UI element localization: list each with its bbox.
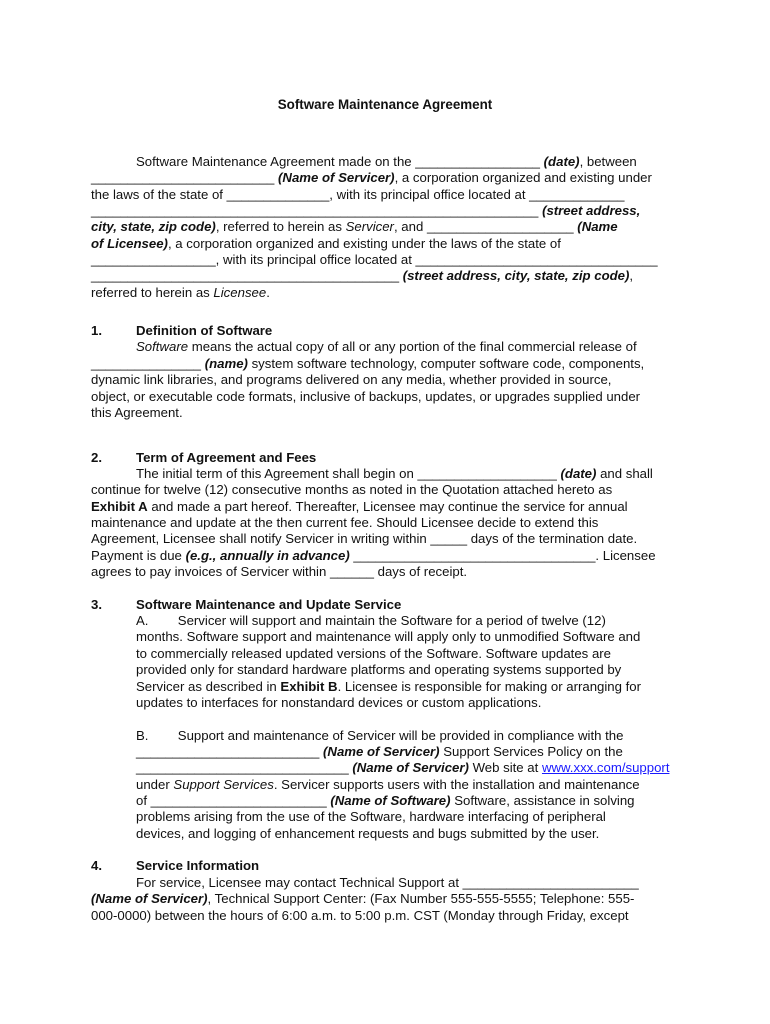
- servicer-term: Servicer: [345, 219, 394, 234]
- section-3b-line-6: problems arising from the use of the Software, hardware interfacing of peripheral: [136, 809, 606, 824]
- intro-text: , between: [579, 154, 637, 169]
- date-label: (date): [560, 466, 597, 481]
- section-2-line-5: Agreement, Licensee shall notify Servicer in writing within _____ days of the termination date.: [91, 531, 638, 546]
- section-3-heading: Software Maintenance and Update Service: [136, 597, 402, 612]
- section-text: _________________________: [136, 744, 324, 759]
- section-1-line-1: [136, 339, 637, 355]
- section-2-line-6: [91, 548, 656, 564]
- licensee-name-label: (Name: [577, 219, 618, 234]
- section-2-line-1: [136, 466, 653, 482]
- section-3b-line-3: [136, 760, 669, 776]
- intro-text: _____________________________________________________________: [91, 203, 543, 218]
- section-text: The initial term of this Agreement shall begin on ___________________: [136, 466, 561, 481]
- section-3b-line-1: B. Support and maintenance of Servicer will be provided in compliance with the: [136, 728, 624, 743]
- section-3b-line-4: [136, 777, 640, 793]
- section-1-line-5: this Agreement.: [91, 405, 183, 420]
- section-text: system software technology, computer software code, components,: [247, 356, 645, 371]
- section-3a-line-5: [136, 679, 641, 695]
- intro-line-1: [136, 154, 637, 170]
- section-4-heading: Service Information: [136, 858, 260, 873]
- section-1-line-2: [91, 356, 644, 372]
- intro-line-2: [91, 170, 652, 186]
- section-3b-line-2: [136, 744, 623, 760]
- section-1-heading: Definition of Software: [136, 323, 273, 338]
- section-4-line-1: For service, Licensee may contact Technical Support at ________________________: [136, 875, 639, 890]
- servicer-name-label: (Name of Servicer): [91, 891, 208, 906]
- section-2-number: 2.: [91, 450, 102, 465]
- section-text: Payment is due: [91, 548, 186, 563]
- section-text: _______________: [91, 356, 205, 371]
- section-3a-line-6: updates to interfaces for nonstandard devices or custom applications.: [136, 695, 542, 710]
- intro-line-7: _________________, with its principal office located at _________________________________: [91, 252, 658, 267]
- intro-text: _________________________: [91, 170, 279, 185]
- servicer-name-label: (Name of Servicer): [323, 744, 440, 759]
- section-3b-line-5: [136, 793, 635, 809]
- section-text: Support Services Policy on the: [439, 744, 623, 759]
- section-text: under: [136, 777, 174, 792]
- section-2-line-3: [91, 499, 628, 515]
- software-name-label: (Name of Software): [330, 793, 451, 808]
- intro-text: ,: [629, 268, 634, 283]
- software-term: Software: [136, 339, 189, 354]
- support-website-link[interactable]: www.xxx.com/support: [541, 760, 670, 775]
- section-3a-line-3: to commercially released updated versions of the Software. Software updates are: [136, 646, 612, 661]
- exhibit-a-label: Exhibit A: [91, 499, 148, 514]
- section-text: and made a part hereof. Thereafter, Licensee may continue the service for annual: [147, 499, 628, 514]
- section-text: _____________________________: [136, 760, 353, 775]
- name-label: (name): [204, 356, 248, 371]
- section-text: Software, assistance in solving: [450, 793, 635, 808]
- intro-text: .: [266, 285, 270, 300]
- section-2-heading: Term of Agreement and Fees: [136, 450, 317, 465]
- payment-example-label: (e.g., annually in advance): [185, 548, 350, 563]
- section-1-line-3: dynamic link libraries, and programs delivered on any media, whether provided in source,: [91, 372, 612, 387]
- section-4-line-2: [91, 891, 634, 907]
- section-3a-line-1: A. Servicer will support and maintain the Software for a period of twelve (12): [136, 613, 606, 628]
- section-3a-line-4: provided only for standard hardware platforms and operating systems supported by: [136, 662, 622, 677]
- intro-line-5: [91, 219, 618, 235]
- section-3b-line-7: devices, and logging of enhancement requests and bugs submitted by the user.: [136, 826, 600, 841]
- section-3-number: 3.: [91, 597, 102, 612]
- support-services-term: Support Services: [173, 777, 274, 792]
- intro-text: , a corporation organized and existing under: [394, 170, 652, 185]
- section-1-line-4: object, or executable code formats, inclusive of backups, updates, or upgrades supplied under: [91, 389, 641, 404]
- section-1-number: 1.: [91, 323, 102, 338]
- street-address-label: (street address,: [542, 203, 641, 218]
- licensee-name-label: of Licensee): [91, 236, 168, 251]
- servicer-name-label: (Name of Servicer): [278, 170, 395, 185]
- intro-line-3: the laws of the state of ______________, with its principal office located at _____________: [91, 187, 625, 202]
- licensee-term: Licensee: [213, 285, 267, 300]
- section-text: , Technical Support Center: (Fax Number 555-555-5555; Telephone: 555-: [207, 891, 635, 906]
- intro-text: __________________________________________: [91, 268, 403, 283]
- section-text: of ________________________: [136, 793, 331, 808]
- section-text: Web site at: [468, 760, 542, 775]
- city-state-zip-label: city, state, zip code): [91, 219, 216, 234]
- section-2-line-7: agrees to pay invoices of Servicer within ______ days of receipt.: [91, 564, 468, 579]
- intro-text: referred to herein as: [91, 285, 214, 300]
- section-3a-line-2: months. Software support and maintenance will apply only to unmodified Software and: [136, 629, 641, 644]
- section-2-line-2: continue for twelve (12) consecutive months as noted in the Quotation attached hereto as: [91, 482, 613, 497]
- intro-text: , a corporation organized and existing under the laws of the state of: [167, 236, 561, 251]
- section-2-line-4: maintenance and update at the then current fee. Should Licensee decide to extend this: [91, 515, 599, 530]
- intro-line-8: [91, 268, 633, 284]
- intro-line-4: [91, 203, 640, 219]
- document-title: Software Maintenance Agreement: [277, 97, 493, 112]
- intro-date-label: (date): [543, 154, 580, 169]
- intro-text: , referred to herein as: [215, 219, 346, 234]
- section-text: means the actual copy of all or any portion of the final commercial release of: [188, 339, 637, 354]
- intro-line-9: [91, 285, 270, 301]
- intro-text: Software Maintenance Agreement made on the _________________: [136, 154, 544, 169]
- section-4-line-3: 000-0000) between the hours of 6:00 a.m. to 5:00 p.m. CST (Monday through Friday, except: [91, 908, 629, 923]
- section-text: and shall: [596, 466, 653, 481]
- intro-line-6: [91, 236, 561, 252]
- servicer-name-label: (Name of Servicer): [352, 760, 469, 775]
- licensee-address-label: (street address, city, state, zip code): [402, 268, 630, 283]
- section-text: _________________________________. Licensee: [349, 548, 656, 563]
- section-text: Servicer as described in: [136, 679, 281, 694]
- exhibit-b-label: Exhibit B: [280, 679, 338, 694]
- section-text: . Servicer supports users with the installation and maintenance: [273, 777, 640, 792]
- intro-text: , and ____________________: [393, 219, 578, 234]
- section-4-number: 4.: [91, 858, 102, 873]
- section-text: . Licensee is responsible for making or arranging for: [337, 679, 642, 694]
